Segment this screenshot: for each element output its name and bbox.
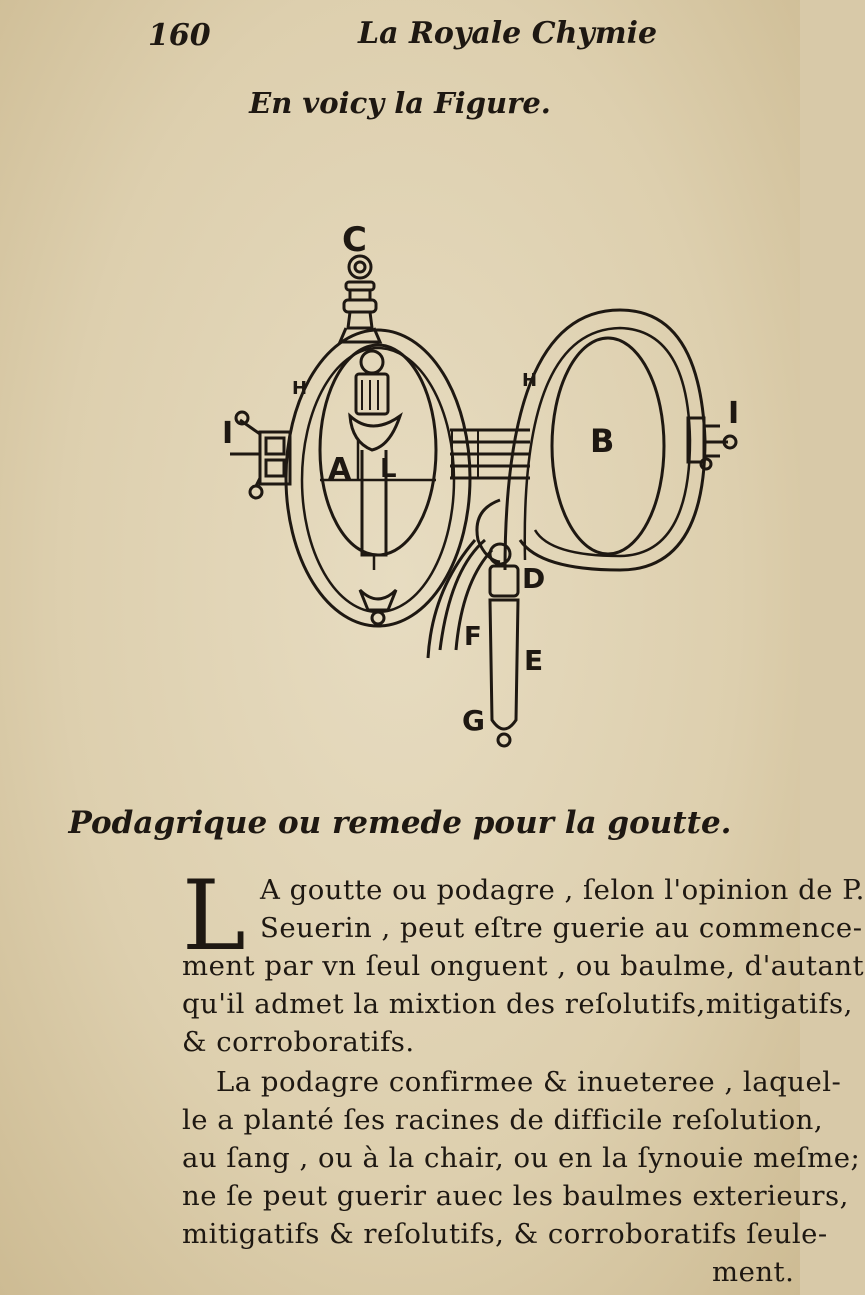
page-header [30,14,770,54]
connecting-pipes [450,430,530,478]
text-line: au ſang , ou à la chair, ou en la ſynouie meſme; [182,1142,861,1174]
left-inner-vessel [320,345,436,555]
text-line: A goutte ou podagre , ſelon l'opinion de P. [260,874,865,906]
apparatus-drawing [200,210,780,770]
figure-label-i-right: I [728,396,740,431]
drop-cap: L [182,860,246,972]
text-line: mitigatifs & reſolutifs, & corroboratifs ſeule- [182,1218,828,1250]
bottom-knob [360,590,396,610]
figure-caption: Podagrique ou remede pour la goutte. [68,805,732,841]
figure-label-c: C [342,220,367,260]
text-line: La podagre confirmee & inueteree , laquel- [216,1066,842,1098]
figure-label-b: B [590,422,615,460]
running-title: La Royale Chymie [358,16,658,51]
figure-label-h-left: H [292,378,308,399]
figure-label-f: F [464,622,482,652]
text-line: & corroboratifs. [182,1026,415,1058]
figure-label-d: D [522,562,546,595]
figure-label-l: L [380,454,397,484]
text-line: ment. [712,1256,795,1288]
figure-label-g: G [462,704,485,737]
figure-label-a: A [328,452,352,487]
text-line: ment par vn ſeul onguent , ou baulme, d'autant [182,950,865,982]
figure-label-h-right: H [522,370,538,391]
text-line: Seuerin , peut eſtre guerie au commence- [260,912,863,944]
figure-label-i-left: I [222,416,234,451]
text-line: qu'il admet la mixtion des reſolutifs,mitigatifs, [182,988,853,1020]
apparatus-figure [200,210,780,770]
figure-label-e: E [524,644,544,677]
text-line: le a planté ſes racines de difficile reſolution, [182,1104,824,1136]
text-line: ne ſe peut guerir auec les baulmes exterieurs, [182,1180,849,1212]
page-number: 160 [148,18,211,53]
figure-intro-caption: En voicy la Figure. [249,86,551,120]
left-side-fitting [230,412,290,498]
